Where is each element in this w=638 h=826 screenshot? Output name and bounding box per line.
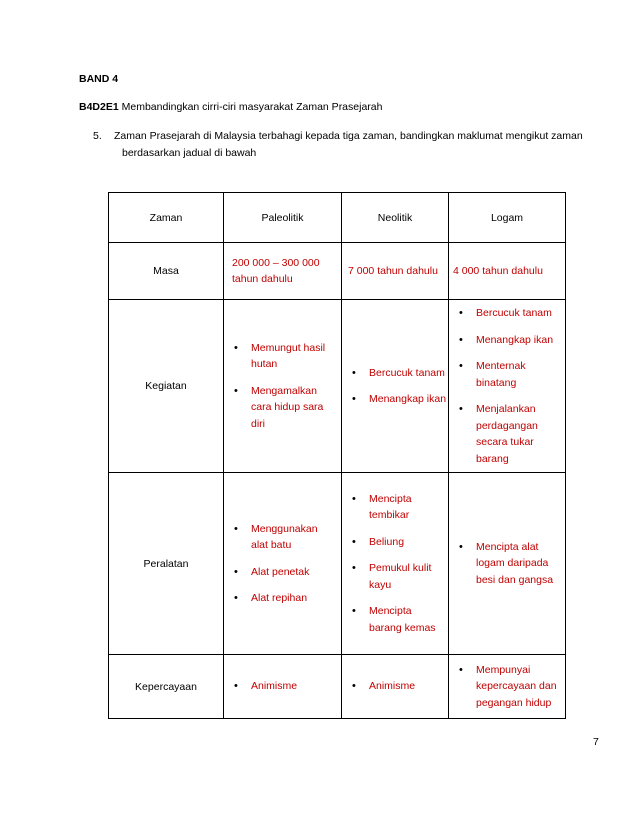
bullet-dot-icon: • (352, 535, 356, 548)
table-row-kegiatan (109, 300, 566, 473)
learning-objective (79, 101, 382, 113)
list-item: • Animisme (342, 678, 448, 695)
peralatan-paleolitik-list (224, 521, 341, 607)
bullet-dot-icon: • (234, 565, 238, 578)
list-item: • Pemukul kulit kayu (352, 562, 432, 591)
list-item: • Beliung (342, 534, 442, 551)
bullet-dot-icon: • (352, 605, 356, 618)
peralatan-logam-list (449, 539, 565, 589)
question-text-line1: Zaman Prasejarah di Malaysia terbahagi kepada tiga zaman, bandingkan maklumat mengikut zaman (114, 130, 583, 142)
list-item: • Mengamalkan cara hidup sara diri (234, 384, 324, 430)
bullet-dot-icon: • (234, 341, 238, 354)
masa-logam: 4 000 tahun dahulu (453, 265, 543, 277)
kegiatan-neolitik-list (342, 365, 448, 408)
row-label-masa: Masa (109, 243, 224, 300)
masa-neolitik: 7 000 tahun dahulu (348, 265, 438, 277)
list-item: • Bercucuk tanam (449, 305, 555, 322)
row-label-kepercayaan: Kepercayaan (109, 655, 224, 719)
bullet-dot-icon: • (459, 360, 463, 372)
list-item: • Animisme (224, 678, 341, 695)
kegiatan-logam-list (449, 305, 565, 467)
kegiatan-paleolitik-list (224, 340, 341, 433)
row-label-peralatan: Peralatan (109, 473, 224, 655)
objective-code: B4D2E1 (79, 101, 119, 113)
kepercayaan-neolitik-list (342, 678, 448, 695)
list-item: • Menangkap ikan (449, 332, 555, 349)
table-header-row (109, 193, 566, 243)
masa-paleolitik: 200 000 – 300 000 tahun dahulu (232, 257, 320, 285)
bullet-dot-icon: • (352, 393, 356, 405)
bullet-dot-icon: • (352, 562, 356, 575)
header-neolitik: Neolitik (342, 193, 449, 243)
comparison-table (108, 192, 566, 719)
list-item: • Menggunakan alat batu (234, 522, 318, 551)
header-paleolitik: Paleolitik (224, 193, 342, 243)
bullet-dot-icon: • (459, 663, 463, 676)
bullet-dot-icon: • (352, 680, 356, 693)
list-item: • Alat penetak (224, 564, 331, 581)
bullet-dot-icon: • (234, 522, 238, 535)
list-item: • Mempunyai kepercayaan dan pegangan hidup (459, 663, 557, 709)
band-heading: BAND 4 (79, 73, 119, 85)
objective-text: Membandingkan cirri-ciri masyarakat Zaman Prasejarah (118, 101, 383, 113)
list-item: • Mencipta barang kemas (352, 605, 436, 634)
header-logam: Logam (449, 193, 566, 243)
list-item: • Menternak binatang (459, 360, 526, 389)
bullet-dot-icon: • (352, 492, 356, 505)
list-item: • Alat repihan (224, 590, 331, 607)
page-number: 7 (593, 736, 599, 748)
bullet-dot-icon: • (234, 680, 238, 693)
row-label-kegiatan: Kegiatan (109, 300, 224, 473)
table-row-kepercayaan (109, 655, 566, 719)
kepercayaan-logam-list (449, 662, 565, 712)
bullet-dot-icon: • (459, 307, 463, 319)
bullet-dot-icon: • (459, 333, 463, 346)
list-item: • Memungut hasil hutan (234, 341, 326, 371)
question-text-line2: berdasarkan jadual di bawah (122, 147, 257, 159)
list-item: • Bercucuk tanam (342, 365, 448, 382)
bullet-dot-icon: • (459, 540, 463, 553)
list-item: • Menangkap ikan (342, 391, 448, 408)
list-item: • Mencipta alat logam daripada besi dan gangsa (459, 540, 554, 586)
list-item: • Mencipta tembikar (352, 492, 412, 522)
table-row-peralatan (109, 473, 566, 655)
bullet-dot-icon: • (459, 403, 463, 415)
header-zaman: Zaman (109, 193, 224, 243)
kepercayaan-paleolitik-list (224, 678, 341, 695)
list-item: • Menjalankan perdagangan secara tukar barang (459, 403, 538, 465)
table-row-masa (109, 243, 566, 300)
bullet-dot-icon: • (234, 384, 238, 397)
question-number: 5. (93, 130, 102, 142)
bullet-dot-icon: • (234, 592, 238, 604)
peralatan-neolitik-list (342, 491, 448, 637)
bullet-dot-icon: • (352, 366, 356, 379)
